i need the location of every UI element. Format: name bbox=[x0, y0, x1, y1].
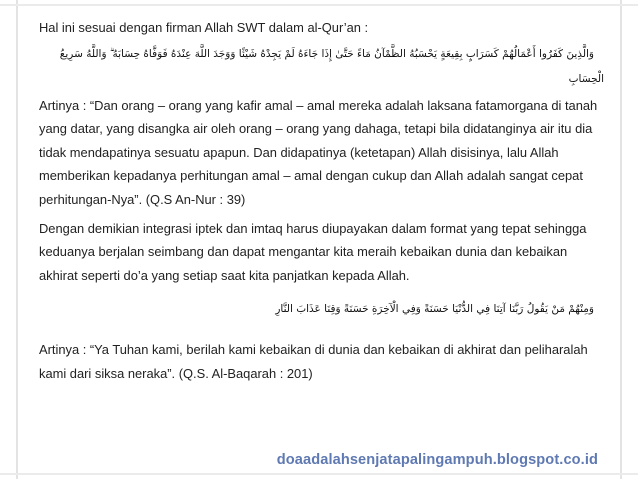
slide-content bbox=[39, 14, 604, 386]
left-border-line bbox=[16, 0, 18, 479]
translation-al-baqarah: Artinya : “Ya Tuhan kami, berilah kami kebaikan di dunia dan kebaikan di akhirat dan peliharalah kami dari siksa neraka”. (Q.S. Al-Baqarah : 201) bbox=[39, 342, 588, 381]
arabic-verse-an-nur-line-2: الْحِسَابِ bbox=[568, 72, 604, 85]
translation-an-nur: Artinya : “Dan orang – orang yang kafir amal – amal mereka adalah laksana fatamorgana di tanah yang datar, yang disangka air oleh orang – orang yang dahaga, tetapi bila didatanginya air itu dia tidak mendapatinya sesuatu apapun. Dan didapatinya (ketetapan) Allah disisinya, lalu Allah memberikan kepadanya perhitungan amal – amal dengan cukup dan Allah adalah sangat cepat perhitungan-Nya”. (Q.S An-Nur : 39) bbox=[39, 97, 598, 207]
right-border-line bbox=[620, 0, 622, 479]
paragraph-integration: Dengan demikian integrasi iptek dan imtaq harus diupayakan dalam format yang tepat sehingga keduanya berjalan seimbang dan dapat mengantar kita meraih kebaikan dunia dan kebaikan akhirat seperti do’a yang setiap saat kita panjatkan kepada Allah. bbox=[39, 220, 587, 283]
blog-watermark: doaadalahsenjatapalingampuh.blogspot.co.id bbox=[276, 452, 598, 468]
top-border-line bbox=[0, 4, 638, 6]
bottom-border-line bbox=[0, 473, 638, 475]
arabic-verse-al-baqarah: وَمِنْهُمْ مَنْ يَقُولُ رَبَّنَا آتِنَا فِي الدُّنْيَا حَسَنَةً وَفِي الْآخِرَةِ حَسَنَةً وَقِنَا عَذَابَ النَّارِ bbox=[275, 303, 594, 316]
intro-text: Hal ini sesuai dengan firman Allah SWT dalam al-Qur’an : bbox=[39, 20, 369, 35]
arabic-verse-an-nur-line-1: وَالَّذِينَ كَفَرُوا أَعْمَالُهُمْ كَسَرَابٍ بِقِيعَةٍ يَحْسَبُهُ الظَّمْآنُ مَاءً حَتَّىٰ إِذَا جَاءَهُ لَمْ يَجِدْهُ شَيْئًا وَوَجَدَ اللَّهَ عِنْدَهُ فَوَفَّاهُ حِسَابَهُ ۗ وَاللَّهُ سَرِيعُ bbox=[59, 47, 594, 60]
